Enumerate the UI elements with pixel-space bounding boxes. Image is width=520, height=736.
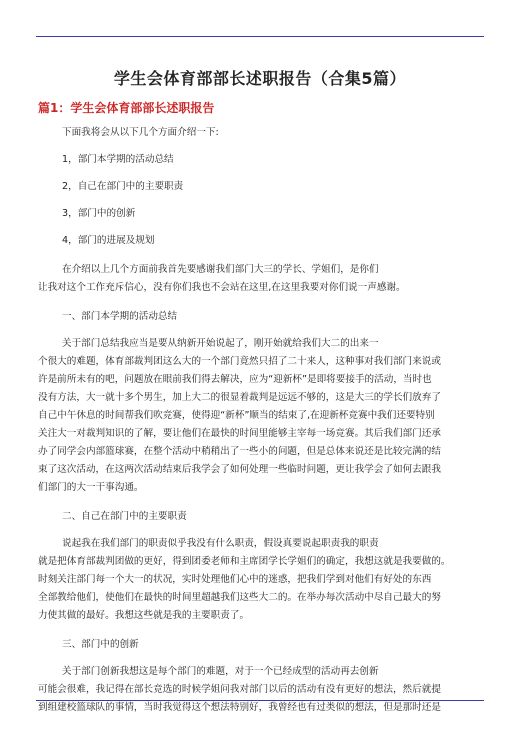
text-line: 许是前所未有的吧，问题放在眼前我们得去解决，应为“迎新杯”是即将要接手的活动，当时也 (38, 374, 432, 385)
section-heading: 一、部门本学期的活动总结 (62, 311, 178, 322)
thanks-paragraph (38, 261, 486, 297)
text-line: 关于部门创新我想这是每个部门的难题，对于一个已经成型的活动再去创新 (62, 666, 379, 677)
text-line: 关注大一对裁判知识的了解，要让他们在最快的时间里能够主宰每一场竞赛。其后我们部门还承 (38, 428, 441, 439)
outline-item: 1，部门本学期的活动总结 (62, 154, 174, 165)
text-line: 说起我在我们部门的职责似乎我没有什么职责，假设真要说起职责我的职责 (62, 538, 379, 549)
text-line: 关于部门总结我应当是要从纳新开始说起了，刚开始就给我们大二的出来一 (62, 338, 379, 349)
footer-rule (36, 700, 484, 701)
text-line: 自己中午休息的时间帮我们吹竞赛，使得迎“新杯”顺当的结束了,在迎新杯竞赛中我们还要特别 (38, 410, 435, 421)
text-line: 就是把体育部裁判团做的更好，得到团委老师和主席团学长学姐们的确定，我想这就是我要做的。 (38, 556, 451, 567)
section-paragraph (38, 663, 486, 717)
outline-item: 4，部门的进展及规划 (62, 235, 155, 246)
text-line: 没有方法，大一就十多个男生，加上大二的很显着裁判是远远不够的，这是大三的学长们放弃了 (38, 392, 441, 403)
text-line: 力使其做的最好。我想这些就是我的主要职责了。 (38, 610, 250, 621)
intro-paragraph: 下面我将会从以下几个方面介绍一下: (62, 127, 219, 138)
text-line: 们部门的大一干事沟通。 (38, 482, 144, 493)
header-rule (36, 36, 484, 37)
text-line: 可能会很难，我记得在部长竞选的时候学姐问我对部门以后的活动有没有更好的想法，然后就提 (38, 684, 441, 695)
document-title: 学生会体育部部长述职报告（合集5篇） (113, 69, 407, 88)
text-line: 办了同学会内部篮球赛，在整个活动中稍稍出了一些小的问题，但是总体来说还是比较完满的结 (38, 446, 441, 457)
text-line: 让我对这个工作充斥信心，没有你们我也不会站在这里,在这里我要对你们说一声感谢。 (38, 282, 406, 293)
part-heading: 篇1：学生会体育部部长述职报告 (38, 101, 215, 115)
outline-item: 3，部门中的创新 (62, 208, 136, 219)
section-heading: 二、自己在部门中的主要职责 (62, 511, 187, 522)
text-line: 在介绍以上几个方面前我首先要感谢我们部门大三的学长、学姐们，是你们 (62, 264, 379, 275)
text-line: 时刻关注部门每一个大一的状况，实时处理他们心中的迷惑，把我们学到对他们有好处的东西 (38, 574, 432, 585)
section-paragraph (38, 335, 486, 497)
document-body (38, 124, 486, 717)
text-line: 到组建校篮球队的事情，当时我觉得这个想法特别好，我曾经也有过类似的想法，但是那时还是 (38, 702, 441, 713)
outline-item: 2，自己在部门中的主要职责 (62, 181, 184, 192)
section-paragraph (38, 535, 486, 625)
text-line: 束了这次活动，在这两次活动结束后我学会了如何处理一些临时问题，更让我学会了如何去跟我 (38, 464, 441, 475)
text-line: 个很大的难题，体育部裁判团这么大的一个部门竟然只招了二十来人，这种事对我们部门来说或 (38, 356, 441, 367)
text-line: 全部教给他们，使他们在最快的时间里超越我们这些大二的。在举办每次活动中尽自己最大的努 (38, 592, 441, 603)
section-heading: 三、部门中的创新 (62, 639, 139, 650)
